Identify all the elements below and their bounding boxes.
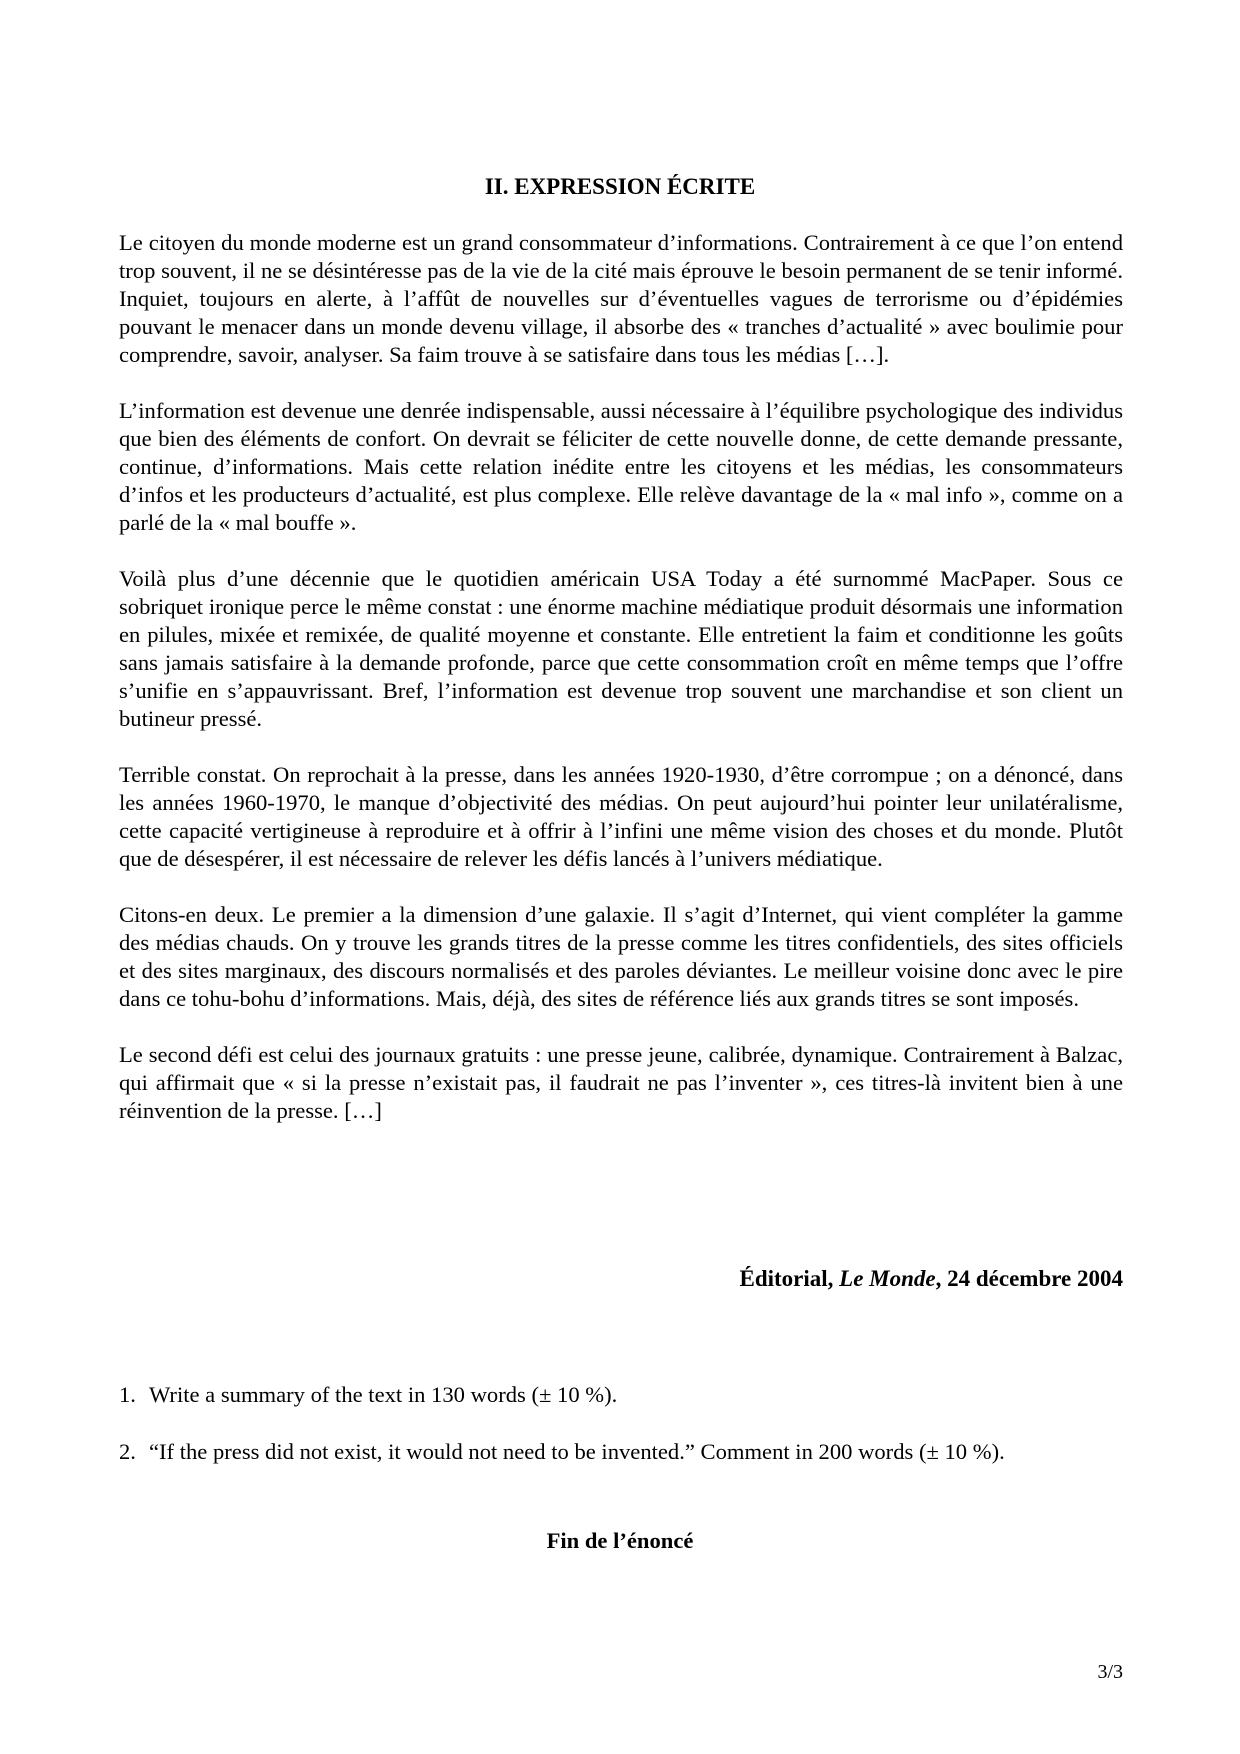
question-1 (119, 1380, 617, 1410)
source-attribution (739, 1264, 1123, 1294)
attribution-date: , 24 décembre 2004 (935, 1266, 1123, 1291)
article-body (119, 229, 1123, 1153)
question-1-number: 1. (119, 1382, 136, 1407)
question-1-text: Write a summary of the text in 130 words (± 10 %). (149, 1382, 618, 1407)
paragraph-4: Terrible constat. On reprochait à la presse, dans les années 1920-1930, d’être corrompue ; on a dénoncé, dans les années 1960-1970, le manque d’objectivité des médias. On peut aujourd’hui pointer leur unilatéralisme, cette capacité vertigineuse à reproduire et à offrir à l’infini une même vision des choses et du monde. Plutôt que de désespérer, il est nécessaire de relever les défis lancés à l’univers médiatique. (119, 762, 1123, 871)
attribution-prefix: Éditorial, (739, 1266, 834, 1291)
paragraph-6: Le second défi est celui des journaux gratuits : une presse jeune, calibrée, dynamique. Contrairement à Balzac, qui affirmait que « si la presse n’existait pas, il faudrait ne pas l’inventer », ces titres-là invitent bien à une réinvention de la presse. […] (119, 1042, 1123, 1123)
page-number: 3/3 (1097, 1661, 1123, 1683)
paragraph-1: Le citoyen du monde moderne est un grand consommateur d’informations. Contrairement à ce que l’on entend trop souvent, il ne se désintéresse pas de la vie de la cité mais éprouve le besoin permanent de se tenir informé. Inquiet, toujours en alerte, à l’affût de nouvelles sur d’éventuelles vagues de terrorisme ou d’épidémies pouvant le menacer dans un monde devenu village, il absorbe des « tranches d’actualité » avec boulimie pour comprendre, savoir, analyser. Sa faim trouve à se satisfaire dans tous les médias […]. (119, 230, 1123, 367)
end-of-statement: Fin de l’énoncé (546, 1528, 694, 1553)
newspaper-name: Le Monde (839, 1266, 936, 1291)
paragraph-5: Citons-en deux. Le premier a la dimension d’une galaxie. Il s’agit d’Internet, qui vient compléter la gamme des médias chauds. On y trouve les grands titres de la presse comme les titres confidentiels, des sites officiels et des sites marginaux, des discours normalisés et des paroles déviantes. Le meilleur voisine donc avec le pire dans ce tohu-bohu d’informations. Mais, déjà, des sites de référence liés aux grands titres se sont imposés. (119, 902, 1123, 1011)
section-title: II. EXPRESSION ÉCRITE (484, 174, 756, 199)
question-2-number: 2. (119, 1439, 136, 1464)
paragraph-3: Voilà plus d’une décennie que le quotidien américain USA Today a été surnommé MacPaper. Sous ce sobriquet ironique perce le même constat : une énorme machine médiatique produit désormais une information en pilules, mixée et remixée, de qualité moyenne et constante. Elle entretient la faim et conditionne les goûts sans jamais satisfaire à la demande profonde, parce que cette consommation croît en même temps que l’offre s’unifie en s’appauvrissant. Bref, l’information est devenue trop souvent une marchandise et son client un butineur pressé. (119, 566, 1123, 731)
paragraph-2: L’information est devenue une denrée indispensable, aussi nécessaire à l’équilibre psychologique des individus que bien des éléments de confort. On devrait se féliciter de cette nouvelle donne, de cette demande pressante, continue, d’informations. Mais cette relation inédite entre les citoyens et les médias, les consommateurs d’infos et les producteurs d’actualité, est plus complexe. Elle relève davantage de la « mal info », comme on a parlé de la « mal bouffe ». (119, 398, 1123, 535)
question-2-text: “If the press did not exist, it would not need to be invented.” Comment in 200 words (± 10 %). (149, 1439, 1005, 1464)
question-2 (119, 1437, 1005, 1467)
